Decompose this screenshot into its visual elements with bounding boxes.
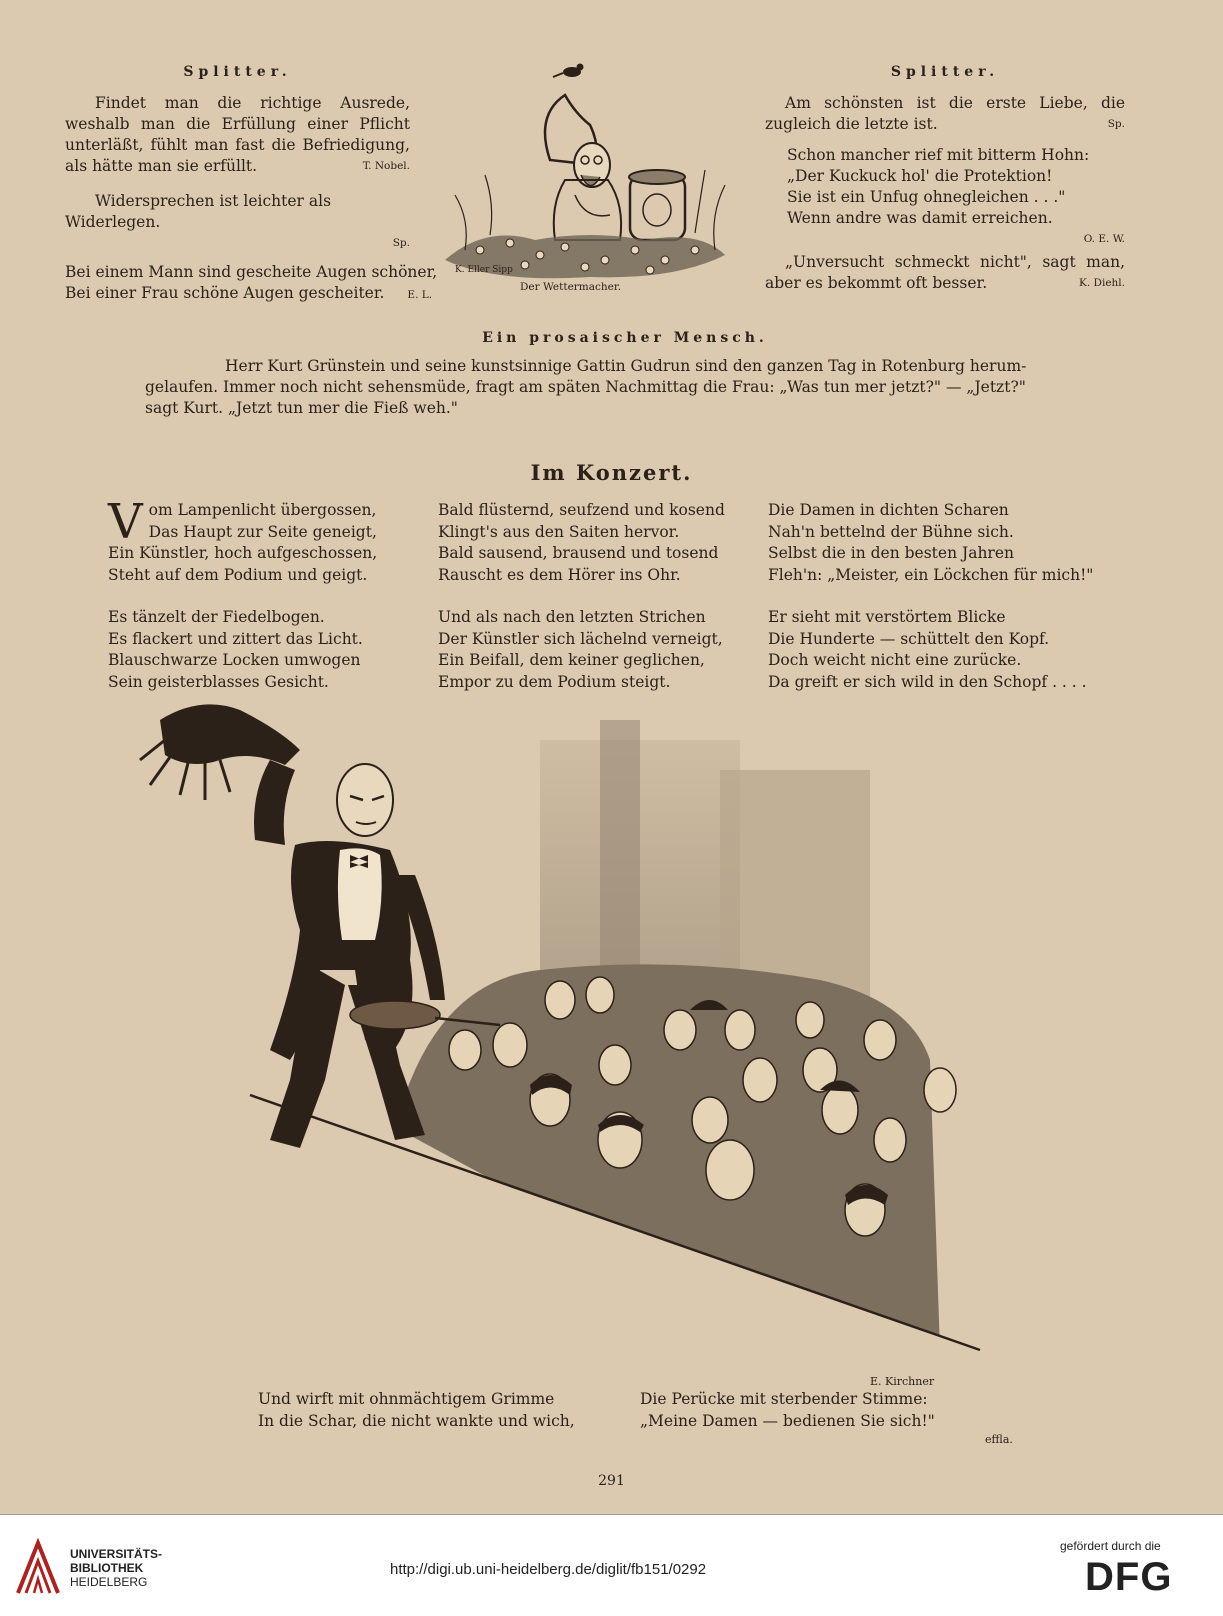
poem-line: Selbst die in den besten Jahren [768, 544, 1014, 562]
poem-title: Im Konzert. [530, 460, 693, 485]
funded-by-text: gefördert durch die [1060, 1539, 1161, 1553]
poem-line: Sein geisterblasses Gesicht. [108, 672, 329, 691]
poem-column-2 [438, 500, 738, 693]
weathermaker-illustration [425, 55, 755, 305]
poem-line: Ein Künstler, hoch aufgeschossen, [108, 544, 378, 562]
poem-line: Der Künstler sich lächelnd verneigt, [438, 629, 723, 648]
concert-drawing [120, 700, 1120, 1395]
digitization-footer [0, 1514, 1223, 1616]
prose-section [145, 330, 1105, 419]
left-splitter-item-1: Findet man die richtige Ausrede, weshalb man die Erfüllung einer Pflicht unterläßt, fühlt man fast die Befriedigung, als hätte man sie erfüllt. T. Nobel. [65, 94, 410, 175]
poem-line: Das Haupt zur Seite geneigt, [148, 522, 377, 541]
prose-line-2: gelaufen. Immer noch nicht sehensmüde, fragt am späten Nachmittag die Frau: „Was tun mer jetzt?" — „Jetzt?" [145, 378, 1026, 396]
poem-line: Klingt's aus den Saiten hervor. [438, 522, 680, 541]
poem-column-1 [108, 494, 408, 693]
drop-cap: V [108, 494, 143, 550]
left-splitter-heading: Splitter. [183, 64, 292, 80]
poem-line: Fleh'n: „Meister, ein Löckchen für mich!" [768, 565, 1094, 584]
illustration-signature: E. Kirchner [870, 1375, 935, 1388]
poem-line: Die Perücke mit sterbender Stimme: [640, 1390, 928, 1408]
poem-line: Und wirft mit ohnmächtigem Grimme [258, 1390, 555, 1408]
left-splitter-column [65, 62, 438, 306]
poem-line: Doch weicht nicht eine zurücke. [768, 651, 1022, 669]
weathermaker-drawing [425, 55, 755, 305]
source-url-link[interactable]: http://digi.ub.uni-heidelberg.de/diglit/fb151/0292 [390, 1561, 707, 1578]
final-verses-left [258, 1389, 598, 1432]
weathermaker-caption: Der Wettermacher. [520, 281, 622, 293]
poem-line: Nah'n bettelnd der Bühne sich. [768, 522, 1014, 541]
poem-line: Die Damen in dichten Scharen [768, 501, 1009, 519]
dfg-logo: DFG [1085, 1555, 1173, 1599]
right-splitter-item-1: Am schönsten ist die erste Liebe, die zugleich die letzte ist. Sp. [765, 94, 1125, 133]
illustration-artist: K. Eller Sipp [455, 265, 513, 275]
signature: T. Nobel. [362, 160, 410, 172]
poem-column-3 [768, 500, 1108, 693]
library-logo-icon [14, 1537, 62, 1597]
poem-line: Steht auf dem Podium und geigt. [108, 565, 368, 584]
left-splitter-item-2: Widersprechen ist leichter als Widerlegen. [65, 192, 332, 231]
poem-line: Und als nach den letzten Strichen [438, 608, 706, 626]
poem-line: Da greift er sich wild in den Schopf . . . . [768, 672, 1087, 691]
poem-line: Die Hunderte — schüttelt den Kopf. [768, 629, 1050, 648]
signature: K. Diehl. [1079, 277, 1125, 289]
library-logo [14, 1537, 62, 1597]
poem-line: Rauscht es dem Hörer ins Ohr. [438, 565, 681, 584]
poem-line: Bald sausend, brausend und tosend [438, 544, 719, 562]
library-name: UNIVERSITÄTS- BIBLIOTHEK HEIDELBERG [70, 1547, 163, 1589]
signature: E. L. [407, 289, 433, 301]
signature: Sp. [1107, 118, 1125, 130]
left-splitter-item-3-line-1: Bei einem Mann sind gescheite Augen schöner, [65, 263, 438, 281]
poem-line: Es flackert und zittert das Licht. [108, 629, 363, 648]
concert-illustration [120, 700, 1120, 1395]
poem-line: Es tänzelt der Fiedelbogen. [108, 608, 325, 626]
left-splitter-item-3-line-2: Bei einer Frau schöne Augen gescheiter. E. L. [65, 284, 433, 302]
poem-line: Empor zu dem Podium steigt. [438, 672, 671, 691]
signature: O. E. W. [1083, 233, 1125, 245]
prose-line-3: sagt Kurt. „Jetzt tun mer die Fieß weh." [145, 399, 458, 417]
poem-line: Ein Beifall, dem keiner geglichen, [438, 651, 705, 669]
poem-author: effla. [985, 1433, 1013, 1446]
final-verses-right [640, 1389, 1000, 1432]
poem-line: In die Schar, die nicht wankte und wich, [258, 1411, 575, 1430]
poem-line: Er sieht mit verstörtem Blicke [768, 608, 1006, 626]
page-number: 291 [598, 1473, 625, 1489]
signature: Sp. [392, 237, 410, 249]
poem-line: Bald flüsternd, seufzend und kosend [438, 501, 725, 519]
poem-line: om Lampenlicht übergossen, [148, 501, 377, 519]
right-splitter-column [765, 62, 1125, 294]
right-splitter-item-3: „Unversucht schmeckt nicht", sagt man, aber es bekommt oft besser. K. Diehl. [765, 253, 1125, 292]
prose-title: Ein prosaischer Mensch. [482, 330, 768, 346]
right-splitter-heading: Splitter. [890, 64, 1000, 80]
poem-line: „Meine Damen — bedienen Sie sich!" [640, 1411, 935, 1430]
poem-line: Blauschwarze Locken umwogen [108, 651, 361, 669]
prose-line-1: Herr Kurt Grünstein und seine kunstsinnige Gattin Gudrun sind den ganzen Tag in Rotenburg herum- [225, 357, 1027, 375]
right-splitter-item-2: Schon mancher rief mit bitterm Hohn: „Der Kuckuck hol' die Protektion! Sie ist ein Unfug ohnegleichen . . ." Wenn andre was damit erreichen. O. E. W. [765, 145, 1125, 250]
